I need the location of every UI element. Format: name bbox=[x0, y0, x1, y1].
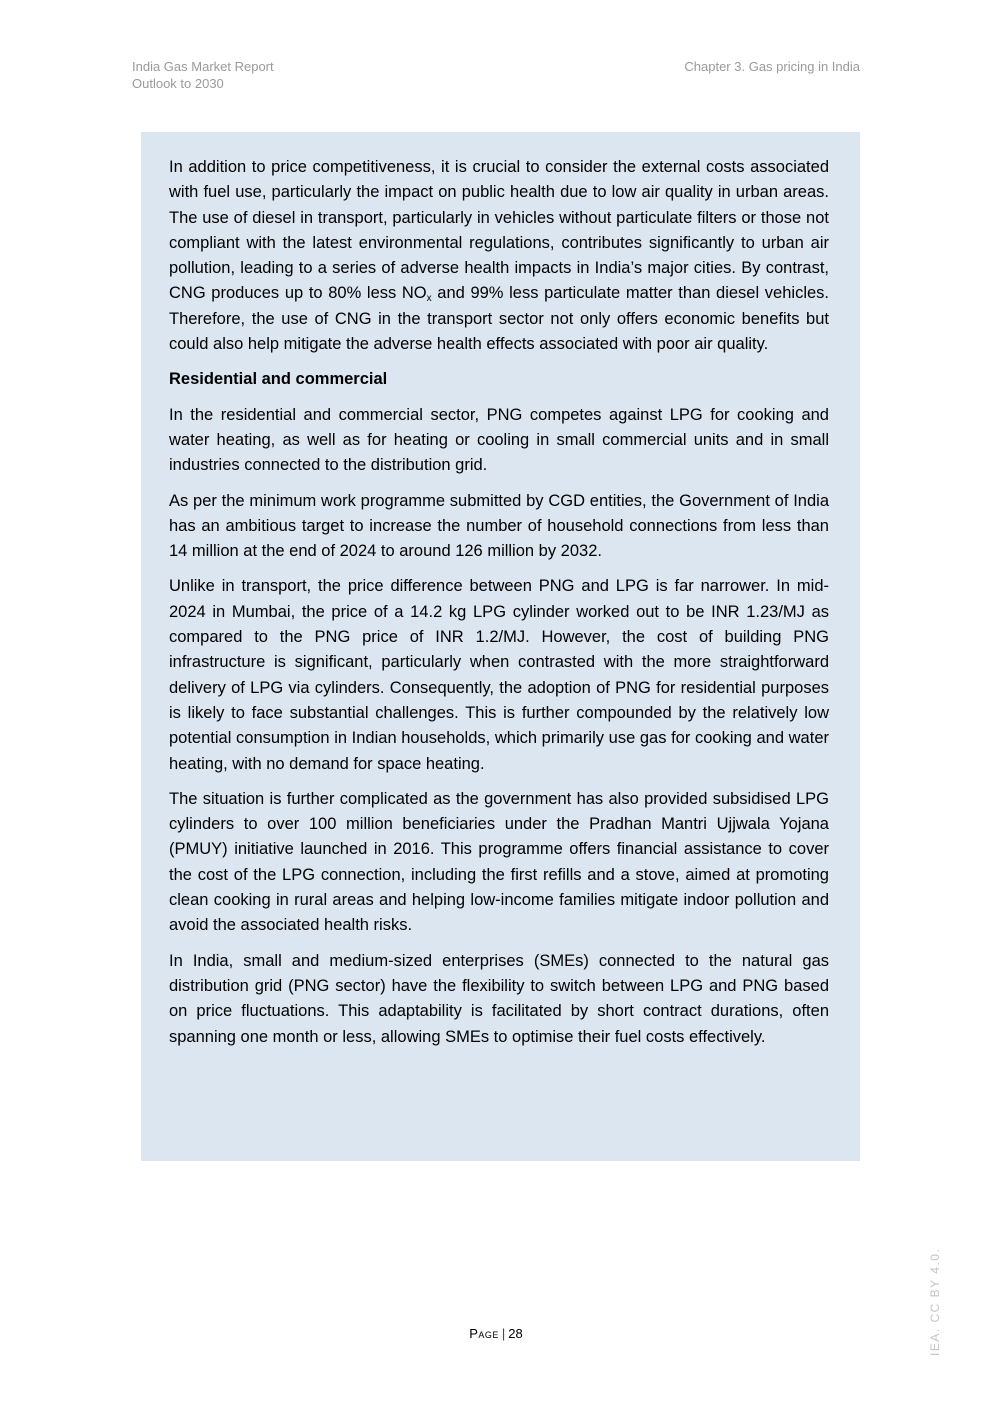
paragraph-household-target: As per the minimum work programme submitted by CGD entities, the Government of India has an ambitious target to increase the number of household connections from less than 14 million at the end of 2024 to around 126 million by 2032. bbox=[169, 491, 829, 561]
report-title: India Gas Market Report bbox=[132, 59, 274, 74]
paragraph-png-vs-lpg: In the residential and commercial sector, PNG competes against LPG for cooking and water heating, as well as for heating or cooling in small commercial units and in small industries connected to the distribution grid. bbox=[169, 405, 829, 475]
chapter-title: Chapter 3. Gas pricing in India bbox=[684, 59, 860, 74]
paragraph-price-difference: Unlike in transport, the price difference between PNG and LPG is far narrower. In mid-2024 in Mumbai, the price of a 14.2 kg LPG cylinder worked out to be INR 1.23/MJ as compared to the PNG price of INR 1.2/MJ. However, the cost of building PNG infrastructure is significant, particularly when contrasted with the more straightforward delivery of LPG via cylinders. Consequently, the adoption of PNG for residential purposes is likely to face substantial challenges. This is further compounded by the relatively low potential consumption in Indian households, which primarily use gas for cooking and water heating, with no demand for space heating. bbox=[169, 577, 829, 773]
license-watermark: IEA. CC BY 4.0. bbox=[928, 1247, 942, 1356]
paragraph-pmuy: The situation is further complicated as the government has also provided subsidised LPG cylinders to over 100 million beneficiaries under the Pradhan Mantri Ujjwala Yojana (PMUY) initiative launched in 2016. This programme offers financial assistance to cover the cost of the LPG connection, including the first refills and a stove, aimed at promoting clean cooking in rural areas and helping low-income families mitigate indoor pollution and avoid the associated health risks. bbox=[169, 789, 829, 935]
page-number: 28 bbox=[508, 1326, 523, 1341]
report-subtitle: Outlook to 2030 bbox=[132, 76, 224, 91]
paragraph-smes: In India, small and medium-sized enterprises (SMEs) connected to the natural gas distribution grid (PNG sector) have the flexibility to switch between LPG and PNG based on price fluctuations. This adaptability is facilitated by short contract durations, often spanning one month or less, allowing SMEs to optimise their fuel costs effectively. bbox=[169, 951, 829, 1046]
chapter-header bbox=[684, 58, 860, 75]
paragraph-external-costs: In addition to price competitiveness, it is crucial to consider the external costs associated with fuel use, particularly the impact on public health due to low air quality in urban areas. The use of diesel in transport, particularly in vehicles without particulate filters or those not compliant with the latest environmental regulations, contributes significantly to urban air pollution, leading to a series of adverse health impacts in India’s major cities. By contrast, CNG produces up to 80% less $NO_x$ and 99% less particulate matter than diesel vehicles. Therefore, the use of CNG in the transport sector not only offers economic benefits but could also help mitigate the adverse health effects associated with poor air quality. bbox=[169, 158, 829, 354]
report-header bbox=[132, 58, 274, 92]
page-separator: | bbox=[501, 1326, 506, 1341]
page-label: Page bbox=[469, 1326, 499, 1341]
page-footer bbox=[0, 1326, 992, 1341]
section-heading: Residential and commercial bbox=[169, 370, 388, 389]
subscript-x: x bbox=[426, 293, 432, 305]
highlight-box bbox=[141, 132, 860, 1161]
